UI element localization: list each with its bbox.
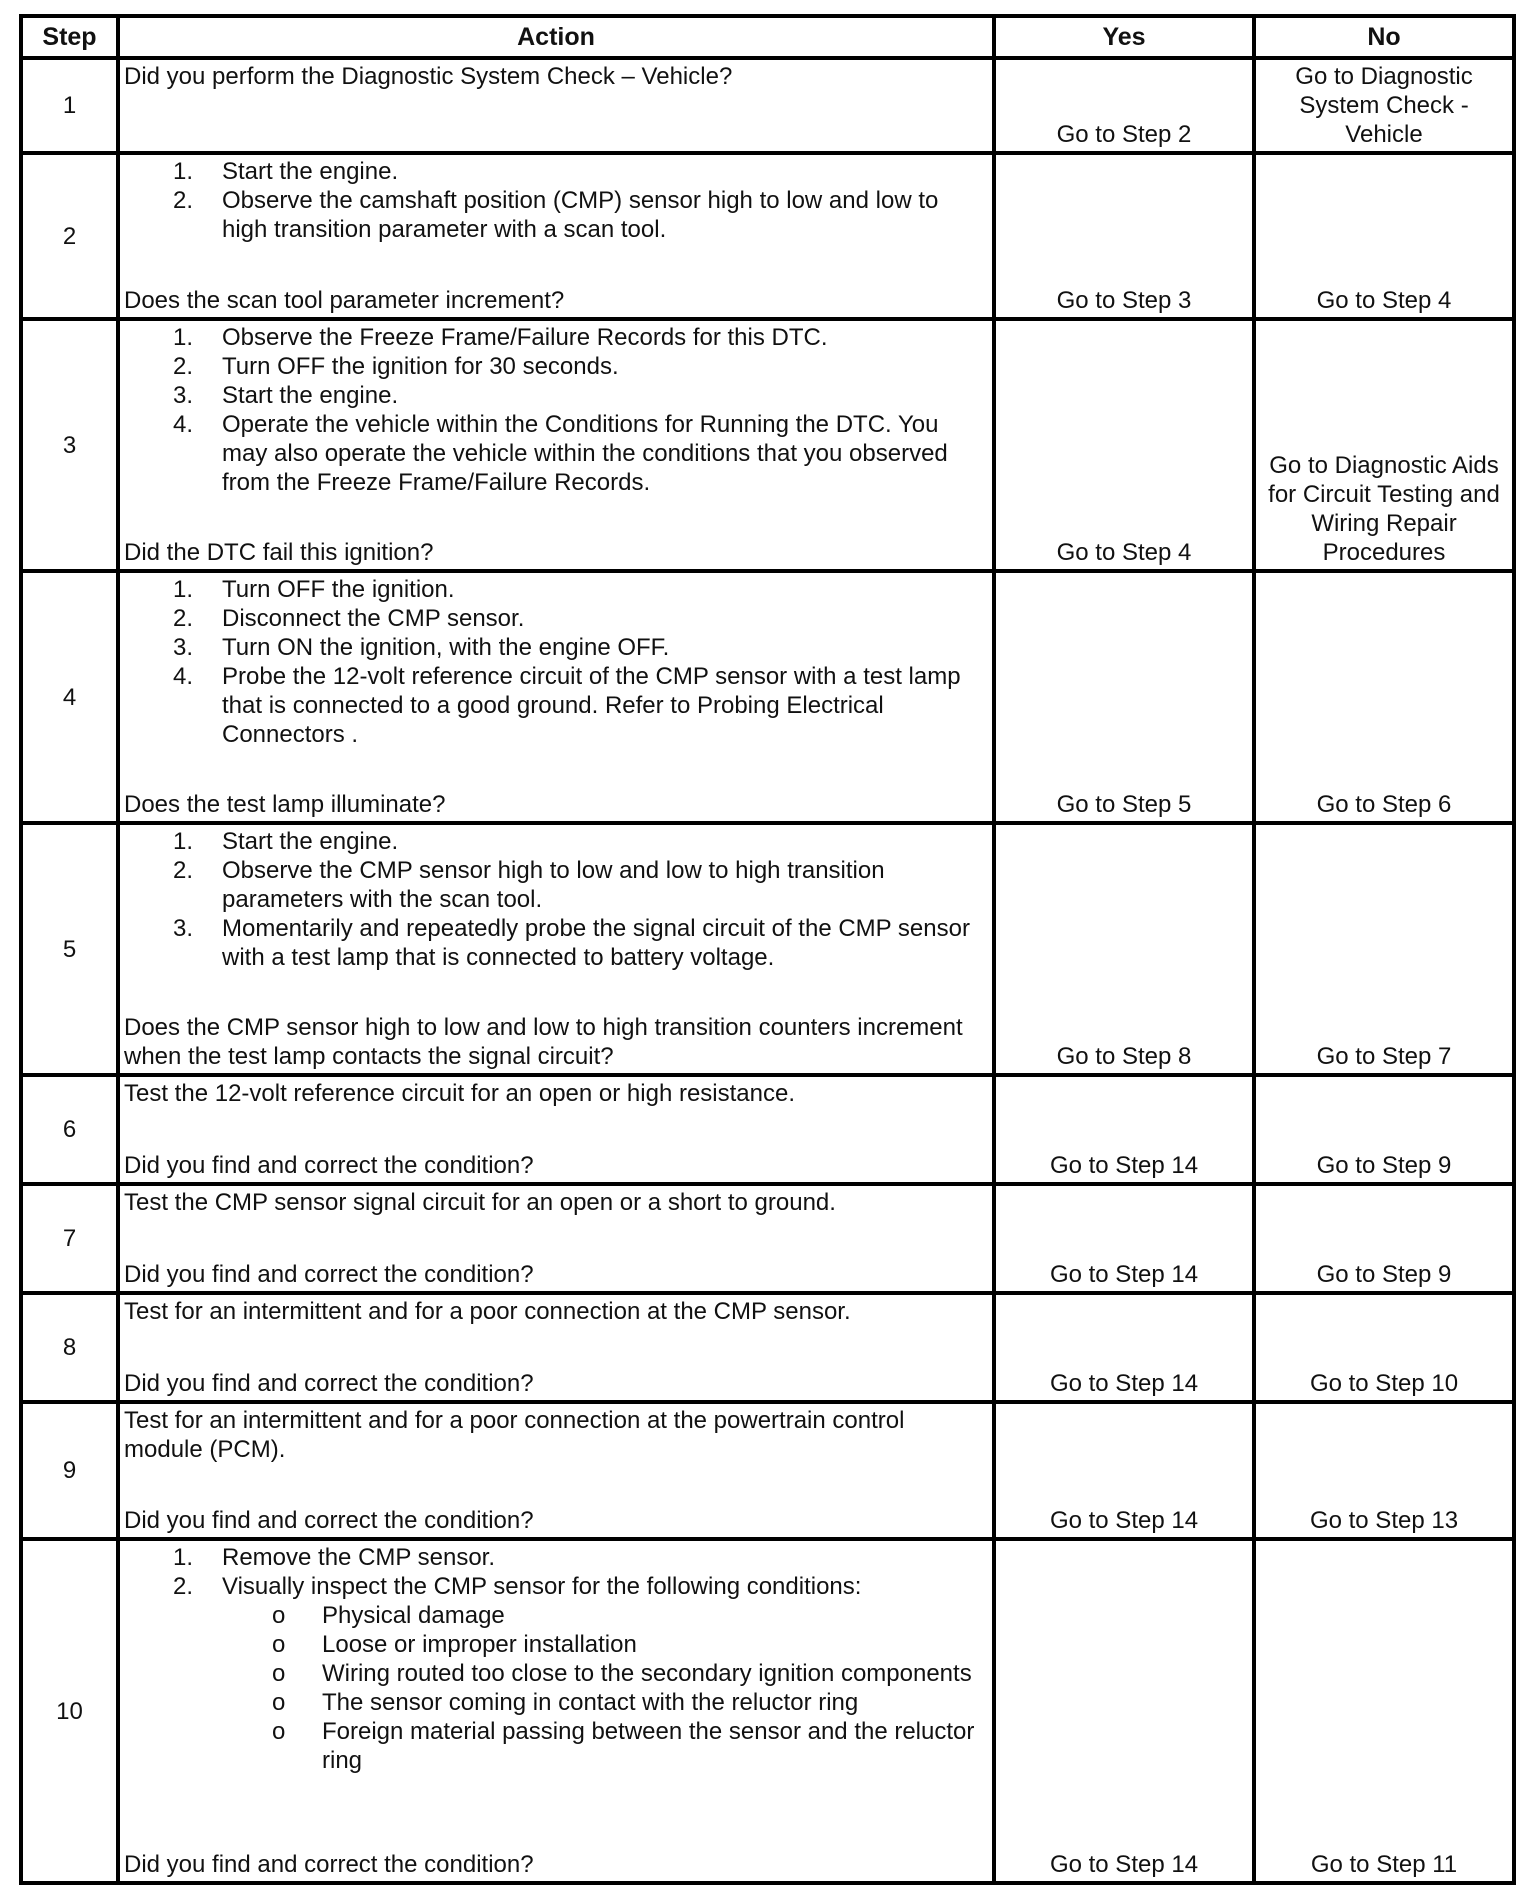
action-steps-list [124,575,984,749]
action-step-text: Disconnect the CMP sensor. [222,605,525,632]
step-number: 2 [21,153,118,319]
action-step-item [124,352,984,381]
action-step-item [124,856,984,914]
action-step-number: 1. [173,1544,194,1571]
header-row [21,16,1514,58]
action-step-text: Start the engine. [222,382,399,409]
action-instructions [124,157,984,244]
action-step-item [124,186,984,244]
no-outcome: Go to Step 11 [1254,1539,1514,1883]
step-number: 4 [21,571,118,823]
action-intro: Test for an intermittent and for a poor connection at the CMP sensor. [124,1298,851,1325]
table-row [21,1184,1514,1293]
action-instructions [124,1188,984,1217]
condition-text: The sensor coming in contact with the reluctor ring [322,1689,859,1716]
action-step-text: Start the engine. [222,158,399,185]
action-content [124,827,984,1071]
action-instructions [124,575,984,749]
action-cell [118,823,994,1075]
step-number: 10 [21,1539,118,1883]
action-content [124,575,984,819]
action-intro: Test the CMP sensor signal circuit for an open or a short to ground. [124,1189,836,1216]
action-instructions [124,1406,984,1464]
condition-item [222,1601,984,1630]
action-step-number: 3. [173,382,194,409]
action-question: Does the test lamp illuminate? [124,791,446,818]
action-step-text: Momentarily and repeatedly probe the signal circuit of the CMP sensor with a test lamp that is connected to battery voltage. [222,915,970,971]
bullet-icon: o [272,1660,286,1687]
action-steps-list [124,323,984,497]
condition-item [222,1688,984,1717]
action-step-number: 1. [173,828,194,855]
action-step-number: 2. [173,187,194,214]
action-content [124,1079,984,1180]
action-question: Does the scan tool parameter increment? [124,287,565,314]
action-content [124,1297,984,1398]
header-action: Action [118,16,994,58]
bullet-icon: o [272,1602,286,1629]
action-question: Did you find and correct the condition? [124,1261,534,1288]
condition-text: Physical damage [322,1602,505,1629]
action-step-number: 4. [173,411,194,438]
action-question: Does the CMP sensor high to low and low to high transition counters increment when the test lamp contacts the signal circuit? [124,1014,963,1070]
action-cell [118,58,994,153]
action-cell [118,1539,994,1883]
action-step-number: 1. [173,576,194,603]
action-step-number: 2. [173,857,194,884]
action-steps-list [124,827,984,972]
action-step-text: Turn OFF the ignition for 30 seconds. [222,353,619,380]
action-cell [118,1402,994,1539]
action-cell [118,1184,994,1293]
action-step-text: Turn OFF the ignition. [222,576,455,603]
table-row [21,319,1514,571]
yes-outcome: Go to Step 14 [994,1184,1254,1293]
action-step-text: Turn ON the ignition, with the engine OFF. [222,634,670,661]
step-number: 5 [21,823,118,1075]
action-intro: Test for an intermittent and for a poor connection at the powertrain control module (PCM). [124,1407,905,1463]
action-instructions [124,1297,984,1326]
action-step-number: 1. [173,158,194,185]
action-step-number: 4. [173,663,194,690]
bullet-icon: o [272,1631,286,1658]
action-steps-list [124,157,984,244]
yes-outcome: Go to Step 14 [994,1539,1254,1883]
action-step-text: Remove the CMP sensor. [222,1544,496,1571]
action-step-number: 2. [173,605,194,632]
action-step-item [124,633,984,662]
yes-outcome: Go to Step 3 [994,153,1254,319]
action-content [124,1543,984,1879]
action-question: Did the DTC fail this ignition? [124,539,434,566]
table-row [21,58,1514,153]
yes-outcome: Go to Step 2 [994,58,1254,153]
no-outcome: Go to Step 10 [1254,1293,1514,1402]
action-cell [118,571,994,823]
action-step-number: 3. [173,634,194,661]
action-intro: Test the 12-volt reference circuit for an open or high resistance. [124,1080,796,1107]
no-outcome: Go to Step 4 [1254,153,1514,319]
action-question: Did you find and correct the condition? [124,1507,534,1534]
action-step-item [124,662,984,749]
action-content [124,323,984,567]
bullet-icon: o [272,1689,286,1716]
table-row [21,1402,1514,1539]
table-row [21,1293,1514,1402]
action-step-number: 2. [173,353,194,380]
action-question: Did you find and correct the condition? [124,1152,534,1179]
condition-item [222,1659,984,1688]
action-content [124,1188,984,1289]
action-cell [118,1075,994,1184]
table-row [21,153,1514,319]
table-row [21,571,1514,823]
no-outcome: Go to Diagnostic Aids for Circuit Testing and Wiring Repair Procedures [1254,319,1514,571]
condition-item [222,1630,984,1659]
table-header [21,16,1514,58]
action-step-item [124,323,984,352]
diagnostic-table [19,14,1516,1885]
action-step-number: 2. [173,1573,194,1600]
action-cell [118,1293,994,1402]
action-question: Did you find and correct the condition? [124,1370,534,1397]
action-step-number: 3. [173,915,194,942]
step-number: 6 [21,1075,118,1184]
table-row [21,1539,1514,1883]
action-step-number: 1. [173,324,194,351]
step-number: 8 [21,1293,118,1402]
step-number: 3 [21,319,118,571]
action-instructions [124,62,984,91]
bullet-icon: o [272,1718,286,1745]
header-no: No [1254,16,1514,58]
action-step-text: Observe the CMP sensor high to low and low to high transition parameters with the scan tool. [222,857,885,913]
action-step-item [124,410,984,497]
action-step-text: Observe the Freeze Frame/Failure Records for this DTC. [222,324,828,351]
action-cell [118,153,994,319]
no-outcome: Go to Step 9 [1254,1075,1514,1184]
action-content [124,62,984,149]
table-row [21,1075,1514,1184]
yes-outcome: Go to Step 14 [994,1293,1254,1402]
action-step-text: Start the engine. [222,828,399,855]
action-step-item [124,381,984,410]
action-step-item [124,827,984,856]
action-content [124,157,984,315]
action-step-item [124,575,984,604]
action-instructions [124,1543,984,1775]
header-step: Step [21,16,118,58]
table-row [21,823,1514,1075]
no-outcome: Go to Step 9 [1254,1184,1514,1293]
no-outcome: Go to Step 13 [1254,1402,1514,1539]
yes-outcome: Go to Step 14 [994,1402,1254,1539]
no-outcome: Go to Diagnostic System Check - Vehicle [1254,58,1514,153]
table-body [21,58,1514,1883]
action-content [124,1406,984,1535]
step-number: 9 [21,1402,118,1539]
action-instructions [124,1079,984,1108]
step-number: 1 [21,58,118,153]
yes-outcome: Go to Step 4 [994,319,1254,571]
action-steps-list [124,1543,984,1775]
step-number: 7 [21,1184,118,1293]
action-step-item [124,914,984,972]
yes-outcome: Go to Step 5 [994,571,1254,823]
action-intro: Did you perform the Diagnostic System Check – Vehicle? [124,63,733,90]
action-step-text: Probe the 12-volt reference circuit of the CMP sensor with a test lamp that is connected to a good ground. Refer to Probing Electrical Connectors . [222,663,961,748]
condition-text: Foreign material passing between the sensor and the reluctor ring [322,1718,975,1774]
action-instructions [124,827,984,972]
action-step-text: Visually inspect the CMP sensor for the following conditions: [222,1573,862,1600]
condition-list [222,1601,984,1775]
condition-text: Wiring routed too close to the secondary ignition components [322,1660,972,1687]
action-step-item [124,1543,984,1572]
no-outcome: Go to Step 7 [1254,823,1514,1075]
action-step-item [124,157,984,186]
yes-outcome: Go to Step 8 [994,823,1254,1075]
action-step-text: Operate the vehicle within the Conditions for Running the DTC. You may also operate the vehicle within the conditions that you observed from the Freeze Frame/Failure Records. [222,411,948,496]
action-step-item [124,604,984,633]
no-outcome: Go to Step 6 [1254,571,1514,823]
action-step-text: Observe the camshaft position (CMP) sensor high to low and low to high transition parameter with a scan tool. [222,187,939,243]
action-instructions [124,323,984,497]
header-yes: Yes [994,16,1254,58]
condition-item [222,1717,984,1775]
condition-text: Loose or improper installation [322,1631,637,1658]
action-question: Did you find and correct the condition? [124,1851,534,1878]
action-cell [118,319,994,571]
action-step-item [124,1572,984,1775]
yes-outcome: Go to Step 14 [994,1075,1254,1184]
